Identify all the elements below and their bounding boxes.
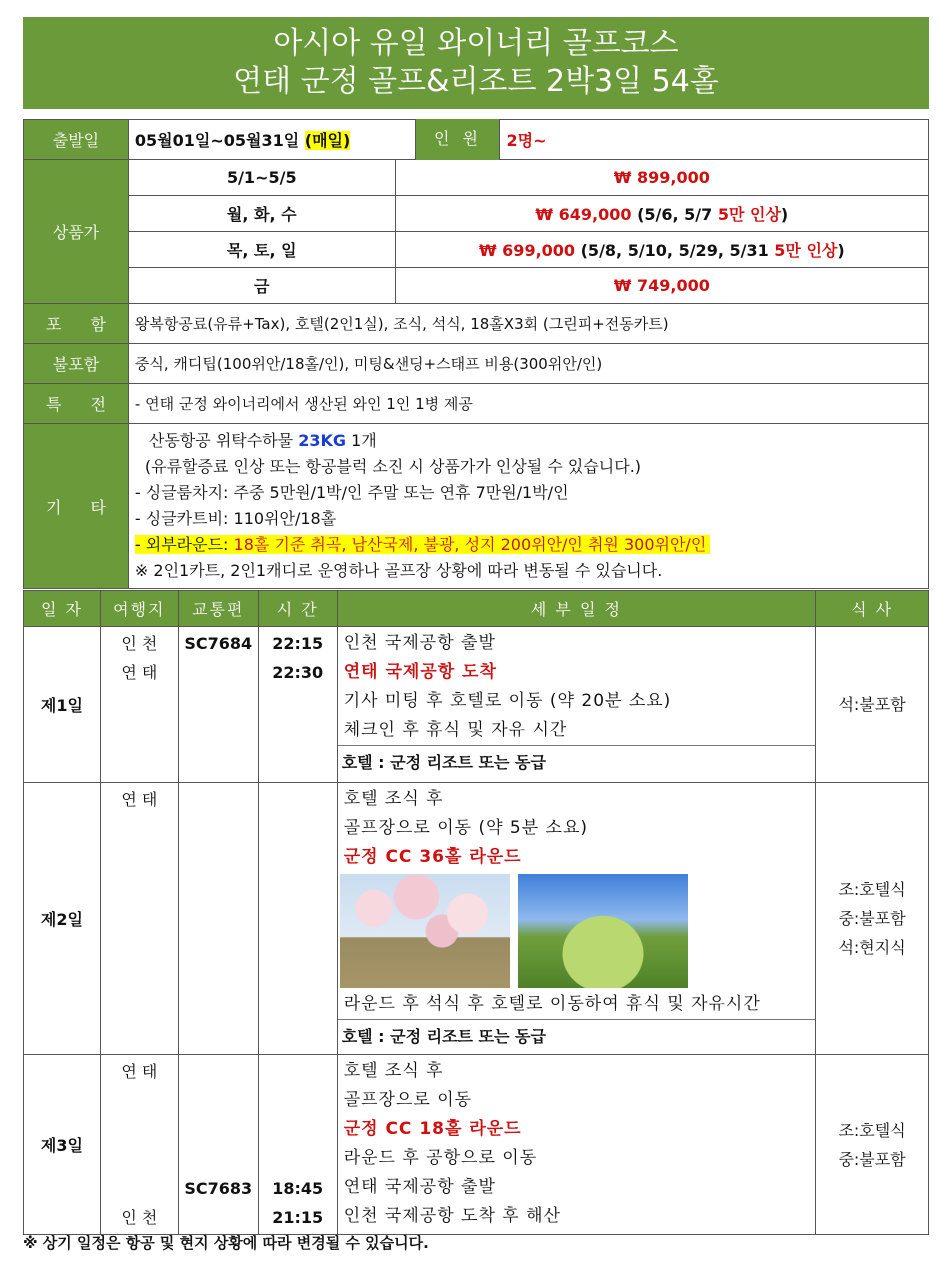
day1-flight: SC7684 xyxy=(184,634,253,653)
header-place: 여행지 xyxy=(100,591,178,627)
day1-detail xyxy=(337,627,815,783)
price-value-1: ₩ 649,000 xyxy=(535,205,632,224)
day2-places xyxy=(100,783,178,1055)
price-note-1: (5/6, 5/7 xyxy=(631,205,718,224)
day1-detail-4: 체크인 후 휴식 및 자유 시간 xyxy=(343,720,568,740)
include-value: 왕복항공료(유류+Tax), 호텔(2인1실), 조식, 석식, 18홀X3회 (그린피+전동카트) xyxy=(128,304,928,344)
day3-detail-2: 골프장으로 이동 xyxy=(343,1090,473,1110)
schedule-row-day2 xyxy=(24,783,929,1055)
price-period-1: 월, 화, 수 xyxy=(128,196,395,232)
header-transport: 교통편 xyxy=(178,591,258,627)
day1-label: 제1일 xyxy=(24,627,101,783)
price-period-2: 목, 토, 일 xyxy=(128,232,395,268)
header-detail: 세 부 일 정 xyxy=(337,591,815,627)
price-period-0: 5/1~5/5 xyxy=(128,160,395,196)
day1-hotel: 호텔 : 군정 리조트 또는 동급 xyxy=(338,745,815,780)
day2-place-1: 연 태 xyxy=(121,790,158,809)
schedule-header xyxy=(24,591,929,627)
day3-detail-1: 호텔 조식 후 xyxy=(343,1061,444,1081)
price-value-3: ₩ 749,000 xyxy=(613,276,710,295)
day3-transport xyxy=(178,1055,258,1235)
price-row-2 xyxy=(395,232,928,268)
day1-places xyxy=(100,627,178,783)
day2-meal-2: 중:불포함 xyxy=(838,909,906,928)
people-label: 인 원 xyxy=(415,119,499,160)
misc-baggage xyxy=(135,428,922,454)
price-row-0 xyxy=(395,160,928,196)
day2-detail-1: 호텔 조식 후 xyxy=(343,789,444,809)
day2-meal-3: 석:현지식 xyxy=(838,938,906,957)
departure-value xyxy=(128,120,500,160)
baggage-text: 산동항공 위탁수하물 xyxy=(148,431,299,450)
day1-meal: 석:불포함 xyxy=(816,627,929,783)
day3-detail-3: 군정 CC 18홀 라운드 xyxy=(343,1119,522,1139)
price-value-2: ₩ 699,000 xyxy=(478,241,576,260)
price-note-2: (5/8, 5/10, 5/29, 5/31 xyxy=(575,241,775,260)
day3-time-2: 21:15 xyxy=(272,1208,324,1227)
header-time: 시 간 xyxy=(258,591,337,627)
day3-meal-1: 조:호텔식 xyxy=(838,1120,906,1140)
day2-transport xyxy=(178,783,258,1055)
special-label: 특 전 xyxy=(24,384,129,424)
price-note-close-2: ) xyxy=(837,241,845,260)
day1-place-2: 연 태 xyxy=(121,663,158,682)
blossom-photo xyxy=(340,874,510,988)
baggage-kg: 23KG xyxy=(298,431,346,450)
header-day: 일 자 xyxy=(24,591,101,627)
exclude-value: 중식, 캐디팁(100위안/18홀/인), 미팅&샌딩+스태프 비용(300위안/인) xyxy=(128,344,928,384)
day3-label: 제3일 xyxy=(24,1055,101,1235)
info-table xyxy=(23,119,929,589)
day1-detail-3: 기사 미팅 후 호텔로 이동 (약 20분 소요) xyxy=(343,691,672,711)
day3-places xyxy=(100,1055,178,1235)
day3-detail xyxy=(337,1055,815,1235)
misc-value xyxy=(128,424,928,589)
day1-detail-2: 연태 국제공항 도착 xyxy=(343,662,497,682)
departure-dates: 05월01일~05월31일 xyxy=(134,131,305,150)
title-line-2: 연태 군정 골프&리조트 2박3일 54홀 xyxy=(233,64,719,99)
day2-meal-1: 조:호텔식 xyxy=(838,880,906,899)
price-note-close-1: ) xyxy=(780,205,789,224)
exclude-label: 불포함 xyxy=(24,344,129,384)
day2-detail-4: 라운드 후 석식 후 호텔로 이동하여 휴식 및 자유시간 xyxy=(343,994,761,1014)
day2-times xyxy=(258,783,337,1055)
day3-flight: SC7683 xyxy=(184,1179,253,1198)
day3-times xyxy=(258,1055,337,1235)
outside-round-label: - 외부라운드: xyxy=(134,535,234,554)
day1-transport xyxy=(178,627,258,783)
day3-place-2: 인 천 xyxy=(121,1208,158,1227)
day2-hotel: 호텔 : 군정 리조트 또는 동급 xyxy=(338,1019,815,1054)
day3-detail-4: 라운드 후 공항으로 이동 xyxy=(343,1148,538,1168)
price-row-1 xyxy=(395,196,928,232)
day1-time-2: 22:30 xyxy=(272,663,324,682)
day3-place-1: 연 태 xyxy=(121,1062,158,1081)
day3-detail-6: 인천 국제공항 도착 후 해산 xyxy=(343,1206,561,1226)
include-label: 포 함 xyxy=(24,304,129,344)
day2-detail-3: 군정 CC 36홀 라운드 xyxy=(343,847,522,867)
outside-round-value: 18홀 기준 취곡, 남산국제, 불광, 성지 200위안/인 취원 300위안/인 xyxy=(233,535,707,554)
day1-detail-1: 인천 국제공항 출발 xyxy=(343,633,496,653)
departure-daily-badge: (매일) xyxy=(304,131,351,150)
day1-times xyxy=(258,627,337,783)
title-line-1: 아시아 유일 와이너리 골프코스 xyxy=(273,26,679,61)
day3-meal-2: 중:불포함 xyxy=(838,1149,906,1169)
day2-label: 제2일 xyxy=(24,783,101,1055)
baggage-count: 1개 xyxy=(345,431,377,450)
price-row-3 xyxy=(395,268,928,304)
price-label: 상품가 xyxy=(24,160,129,304)
price-value-0: ₩ 899,000 xyxy=(613,168,710,187)
day2-detail-2: 골프장으로 이동 (약 5분 소요) xyxy=(343,818,589,838)
departure-label: 출발일 xyxy=(24,120,129,160)
schedule-table xyxy=(23,590,929,1235)
day3-time-1: 18:45 xyxy=(272,1179,324,1198)
day3-detail-5: 연태 국제공항 출발 xyxy=(343,1177,496,1197)
misc-label: 기 타 xyxy=(24,424,129,589)
header-meal: 식 사 xyxy=(816,591,929,627)
misc-single-room: - 싱글룸차지: 주중 5만원/1박/인 주말 또는 연휴 7만원/1박/인 xyxy=(134,483,569,502)
footnote: ※ 상기 일정은 항공 및 현지 상황에 따라 변경될 수 있습니다. xyxy=(23,1234,429,1252)
schedule-row-day1 xyxy=(24,627,929,783)
misc-cart-note: ※ 2인1카트, 2인1캐디로 운영하나 골프장 상황에 따라 변동될 수 있습니다. xyxy=(134,561,663,580)
people-value: 2명~ xyxy=(500,120,929,160)
misc-outside-round xyxy=(135,532,922,558)
day1-place-1: 인 천 xyxy=(121,634,158,653)
price-period-3: 금 xyxy=(128,268,395,304)
misc-single-cart: - 싱글카트비: 110위안/18홀 xyxy=(134,509,337,528)
price-increase-1: 5만 인상 xyxy=(717,205,781,224)
day2-meal xyxy=(816,783,929,1055)
schedule-row-day3 xyxy=(24,1055,929,1235)
misc-fuel-note: (유류할증료 인상 또는 항공블럭 소진 시 상품가가 인상될 수 있습니다.) xyxy=(144,457,642,476)
day3-meal xyxy=(816,1055,929,1235)
price-increase-2: 5만 인상 xyxy=(774,241,838,260)
golf-course-photo xyxy=(518,874,688,988)
day1-time-1: 22:15 xyxy=(272,634,324,653)
day2-photos xyxy=(338,874,815,990)
special-value: - 연태 군정 와이너리에서 생산된 와인 1인 1병 제공 xyxy=(128,384,928,424)
title-banner xyxy=(23,17,929,109)
day2-detail xyxy=(337,783,815,1055)
